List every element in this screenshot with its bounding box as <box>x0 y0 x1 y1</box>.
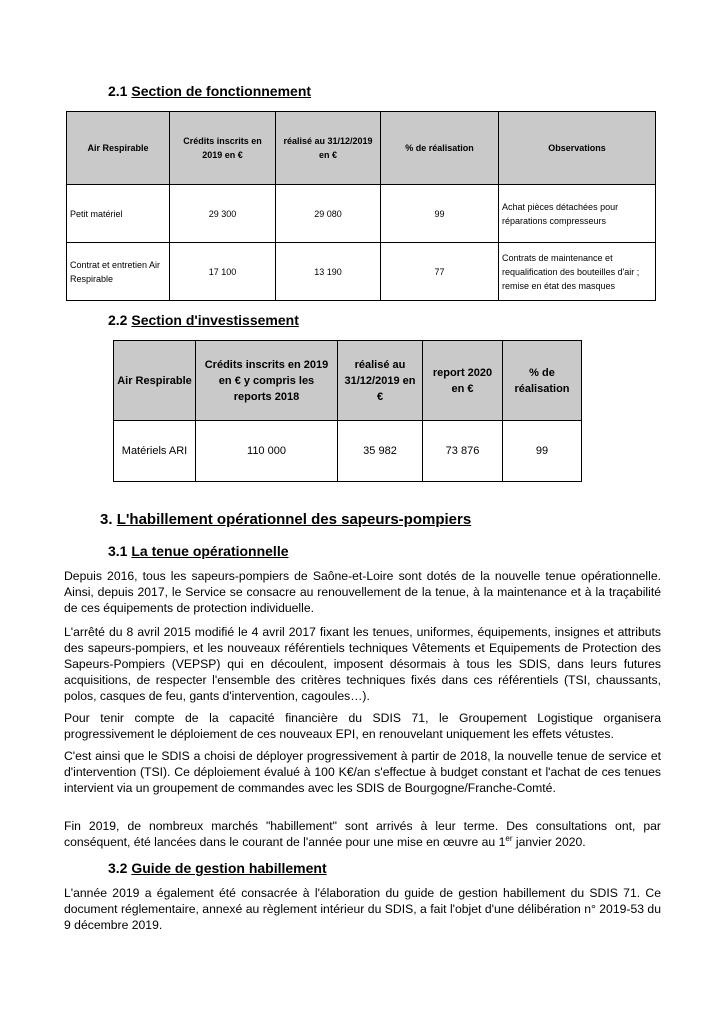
column-header: réalisé au 31/12/2019 en € <box>276 112 381 185</box>
observations-cell: Contrats de maintenance et requalification des bouteilles d'air ; remise en état des masques <box>499 243 656 301</box>
paragraph: C'est ainsi que le SDIS a choisi de déployer progressivement à partir de 2018, la nouvelle tenue de service et d'intervention (TSI). Ce déploiement évalué à 100 K€/an s'effectue à budget constant et l'achat de ces tenues intervient via un groupement de commandes avec les SDIS de Bourgogne/Franche-Comté. <box>64 749 661 795</box>
paragraph: Depuis 2016, tous les sapeurs-pompiers de Saône-et-Loire sont dotés de la nouvelle tenue opérationnelle. Ainsi, depuis 2017, le Service se consacre au renouvellement de la tenue, à la maintenance et à la traçabilité de ces équipements de protection individuelle. <box>64 569 661 615</box>
credits-cell: 17 100 <box>170 243 276 301</box>
paragraph-text: Fin 2019, de nombreux marchés "habillement" sont arrivés à leur terme. Des consultations ont, par conséquent, été lancées dans le courant de l'année pour une mise en œuvre au 1 <box>64 819 661 849</box>
heading-2-1-number: 2.1 <box>108 83 128 99</box>
paragraph-text-end: janvier 2020. <box>512 835 586 849</box>
percent-cell: 99 <box>503 421 582 482</box>
paragraph: Pour tenir compte de la capacité financière du SDIS 71, le Groupement Logistique organisera progressivement le déploiement de ces nouveaux EPI, en renouvelant uniquement les effets vétustes. <box>64 711 661 741</box>
column-header: Crédits inscrits en 2019 en € <box>170 112 276 185</box>
heading-3-1-number: 3.1 <box>108 543 128 559</box>
heading-3 <box>100 511 471 528</box>
heading-3-number: 3. <box>100 511 113 528</box>
table-row <box>67 243 656 301</box>
heading-3-2-title: Guide de gestion habillement <box>131 860 327 876</box>
realise-cell: 13 190 <box>276 243 381 301</box>
paragraph: L'arrêté du 8 avril 2015 modifié le 4 avril 2017 fixant les tenues, uniformes, équipements, insignes et attributs des sapeurs-pompiers, et les nouveaux référentiels techniques Vêtements et Equipements de Protection des Sapeurs-Pompiers (VEPSP) qui en découlent, imposent désormais à tous les SDIS, dans leurs futures acquisitions, de respecter l'ensemble des critères techniques fixés dans ces référentiels (TSI, chaussants, polos, casques de feu, gants d'intervention, cagoules…). <box>64 625 661 703</box>
table-row <box>114 421 582 482</box>
heading-3-2 <box>108 860 327 876</box>
column-header: Observations <box>499 112 656 185</box>
row-label: Matériels ARI <box>114 421 196 482</box>
heading-2-2 <box>108 312 299 328</box>
paragraph <box>64 818 661 850</box>
credits-cell: 29 300 <box>170 185 276 243</box>
column-header: % de réalisation <box>381 112 499 185</box>
heading-2-1 <box>108 83 311 99</box>
percent-cell: 77 <box>381 243 499 301</box>
column-header: Crédits inscrits en 2019 en € y compris les reports 2018 <box>196 341 338 421</box>
column-header: réalisé au 31/12/2019 en € <box>338 341 423 421</box>
table-row <box>67 185 656 243</box>
paragraph: L'année 2019 a également été consacrée à l'élaboration du guide de gestion habillement du SDIS 71. Ce document réglementaire, annexé au règlement intérieur du SDIS, a fait l'objet d'une délibération n° 2019-53 du 9 décembre 2019. <box>64 886 661 932</box>
table-header-row <box>114 341 582 421</box>
heading-2-2-title: Section d'investissement <box>131 312 299 328</box>
column-header: Air Respirable <box>67 112 170 185</box>
fonctionnement-table <box>66 111 656 301</box>
percent-cell: 99 <box>381 185 499 243</box>
heading-2-1-title: Section de fonctionnement <box>131 83 312 99</box>
heading-3-1 <box>108 543 289 559</box>
column-header: report 2020 en € <box>423 341 503 421</box>
realise-cell: 35 982 <box>338 421 423 482</box>
heading-3-title: L'habillement opérationnel des sapeurs-pompiers <box>116 511 472 528</box>
superscript: er <box>505 833 513 843</box>
report-cell: 73 876 <box>423 421 503 482</box>
column-header: Air Respirable <box>114 341 196 421</box>
realise-cell: 29 080 <box>276 185 381 243</box>
row-label: Contrat et entretien Air Respirable <box>67 243 170 301</box>
heading-3-2-number: 3.2 <box>108 860 128 876</box>
table-header-row <box>67 112 656 185</box>
column-header: % de réalisation <box>503 341 582 421</box>
credits-cell: 110 000 <box>196 421 338 482</box>
investissement-table <box>113 340 582 482</box>
heading-2-2-number: 2.2 <box>108 312 128 328</box>
row-label: Petit matériel <box>67 185 170 243</box>
observations-cell: Achat pièces détachées pour réparations compresseurs <box>499 185 656 243</box>
heading-3-1-title: La tenue opérationnelle <box>131 543 289 559</box>
